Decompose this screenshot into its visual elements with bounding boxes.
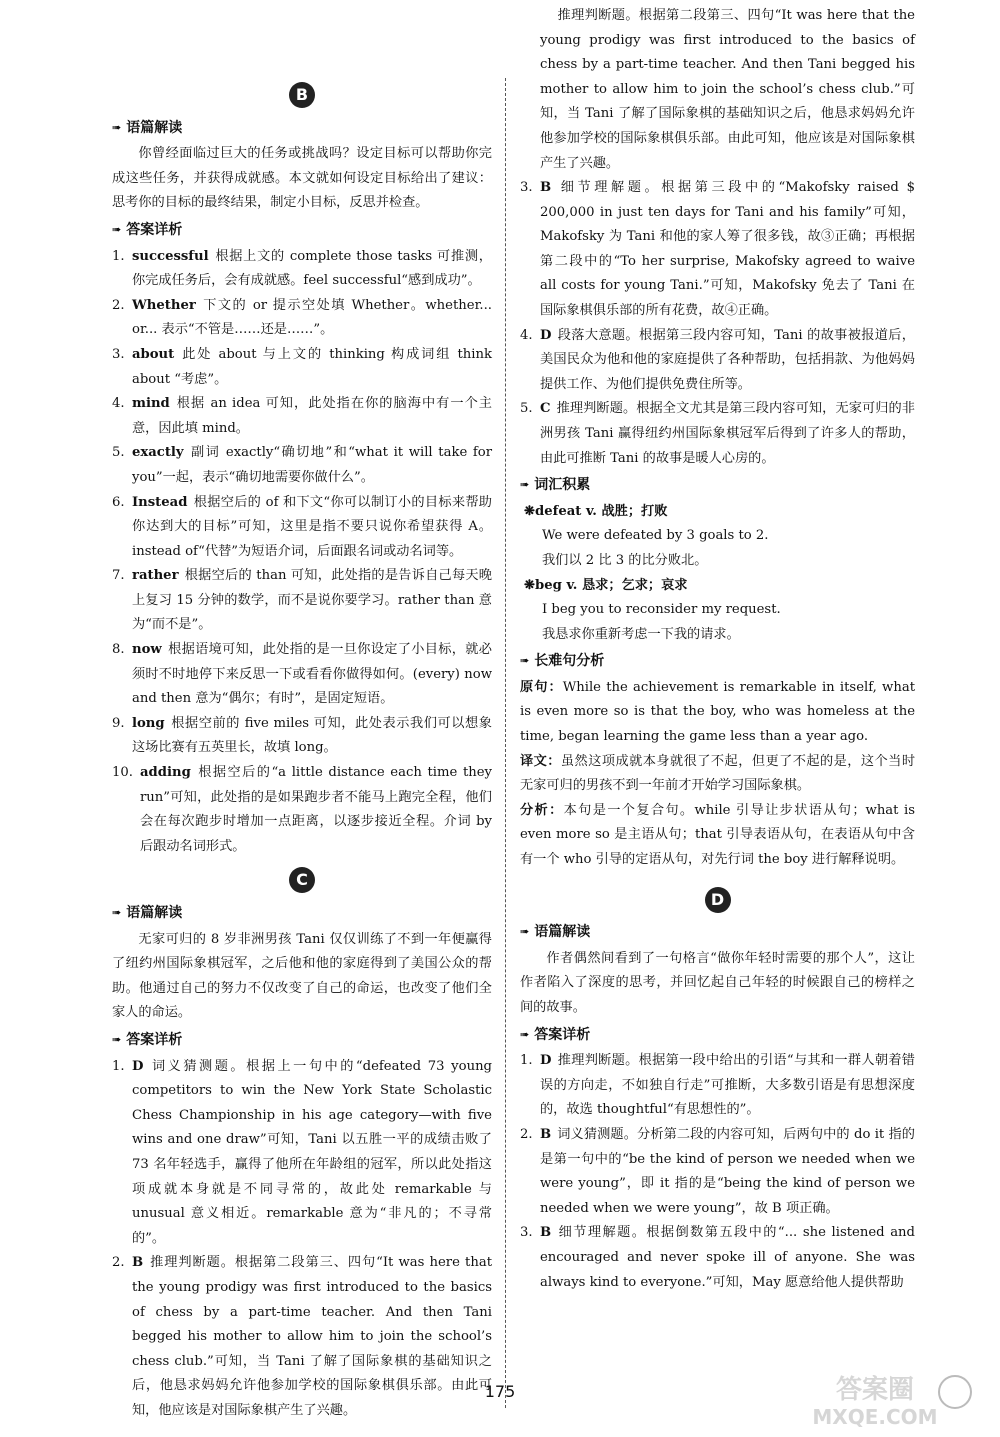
b-answer-5: 5. exactly 副词 exactly“确切地”和“what it will take for you”一起，表示“确切地需要你做什么”。 bbox=[112, 445, 492, 485]
b-answer-7: 7. rather 根据空后的 than 可知，此处指的是告诉自己每天晚上复习 15 分钟的数学，而不是说你要学习。rather than 意为“而不是”。 bbox=[112, 568, 492, 633]
section-b-badge: B bbox=[289, 82, 315, 108]
d-answers-heading: ➠ 答案详析 bbox=[520, 1023, 915, 1048]
arrow-icon: ➠ bbox=[112, 1032, 122, 1046]
b-answer-3: 3. about 此处 about 与上文的 thinking 构成词组 think about “考虑”。 bbox=[112, 346, 492, 387]
section-d-badge: D bbox=[705, 887, 731, 913]
c-reading-heading: ➠ 语篇解读 bbox=[112, 901, 492, 926]
b-answer-6: 6. Instead 根据空后的 of 和下文“你可以制订小的目标来帮助你达到大的目标”可知，这里是指不要只说你希望获得 A。instead of“代替”为短语介词，后面跟名词或动名词等。 bbox=[112, 494, 492, 559]
d-reading-heading: ➠ 语篇解读 bbox=[520, 920, 915, 945]
b-answer-8: 8. now 根据语境可知，此处指的是一旦你设定了小目标，就必须时不时地停下来反思一下或看看你做得如何。(every) now and then 意为“偶尔；有时”，是固定短语。 bbox=[112, 642, 492, 707]
c-answer-1: 1. D 词义猜测题。根据上一句中的“defeated 73 young competitors to win the New York State Scholastic Chess Championship in his age category—with five wins and one draw”可知，Tani 以五胜一平的成绩击败了 73 名年轻选手，赢得了他所在年龄组的冠军，所以此处指这项成就本身就是不同寻常的，故此处 remarkable 与 unusual 意义相近。remarkable 意为“非凡的；不寻常的”。 bbox=[112, 1058, 492, 1246]
c-reading-text: 无家可归的 8 岁非洲男孩 Tani 仅仅训练了不到一年便赢得了纽约州国际象棋冠军，之后他和他的家庭得到了美国公众的帮助。他通过自己的努力不仅改变了自己的命运，也改变了他们全家人的命运。 bbox=[112, 931, 492, 1021]
vocab-entry: ❋defeat v. 战胜；打败 We were defeated by 3 goals to 2. 我们以 2 比 3 的比分败北。 bbox=[524, 503, 769, 568]
b-answers-heading: ➠ 答案详析 bbox=[112, 218, 492, 243]
b-reading-text: 你曾经面临过巨大的任务或挑战吗？设定目标可以帮助你完成这些任务，并获得成就感。本文就如何设定目标给出了建议：思考你的目标的最终结果，制定小目标，反思并检查。 bbox=[112, 146, 492, 211]
b-reading-heading: ➠ 语篇解读 bbox=[112, 116, 492, 141]
b-answer-1: 1. successful 根据上文的 complete those tasks 可推测，你完成任务后，会有成就感。feel successful“感到成功”。 bbox=[112, 248, 492, 289]
arrow-icon: ➠ bbox=[520, 1027, 530, 1041]
column-divider bbox=[505, 78, 506, 1408]
b-answer-list bbox=[112, 245, 492, 860]
right-column bbox=[520, 8, 916, 1295]
d-answer-1: 1. D 推理判断题。根据第一段中给出的引语“与其和一群人朝着错误的方向走，不如独自行走”可推断，大多数引语是有思想深度的，故选 thoughtful“有思想性的”。 bbox=[520, 1053, 915, 1118]
b-answer-10: 10. adding 根据空后的“a little distance each time they run”可知，此处指的是如果跑步者不能马上跑完全程，他们会在每次跑步时增加一点距离，以逐步接近全程。介词 by 后跟动名词形式。 bbox=[112, 765, 492, 854]
arrow-icon: ➠ bbox=[520, 478, 530, 492]
c-answers-heading: ➠ 答案详析 bbox=[112, 1028, 492, 1053]
svg-text:MXQE.COM: MXQE.COM bbox=[812, 1405, 938, 1429]
left-column bbox=[112, 78, 492, 1418]
c-answer-5: 5. C 推理判断题。根据全文尤其是第三段内容可知，无家可归的非洲男孩 Tani 赢得纽约州国际象棋冠军后得到了许多人的帮助，由此可推断 Tani 的故事是暖人心房的。 bbox=[520, 401, 915, 466]
b-answer-2: 2. Whether 下文的 or 提示空处填 Whether。whether... or... 表示“不管是……还是……”。 bbox=[112, 297, 492, 338]
section-c-badge: C bbox=[289, 867, 315, 893]
c-answer-3: 3. B 细节理解题。根据第三段中的“Makofsky raised $ 200,000 in just ten days for Tani and his family”可知，Makofsky 为 Tani 和他的家人筹了很多钱，故③正确；再根据第二段中的“To her surprise, Makofsky agreed to waive all costs for young Tani.”可知，Makofsky 免去了 Tani 在国际象棋俱乐部的所有花费，故④正确。 bbox=[520, 180, 915, 318]
svg-text:答案圈: 答案圈 bbox=[835, 1375, 915, 1405]
c-answer-4: 4. D 段落大意题。根据第三段内容可知，Tani 的故事被报道后，美国民众为他和他的家庭提供了各种帮助，包括捐款、为他妈妈提供工作、为他们提供免费住所等。 bbox=[520, 327, 915, 392]
c-answer-2: 2. B 推理判断题。根据第二段第三、四句“It was here that the young prodigy was first introduced to the basics of chess by a part-time teacher. And then Tani begged his mother to allow him to join the school’s chess club.”可知，当 Tani 了解了国际象棋的基础知识之后，他恳求妈妈允许他参加学校的国际象棋俱乐部。由此可知，他应该是对国际象棋产生了兴趣。 bbox=[112, 1255, 492, 1418]
b-answer-9: 9. long 根据空前的 five miles 可知，此处表示我们可以想象这场比赛有五英里长，故填 long。 bbox=[112, 715, 492, 756]
b-answer-4: 4. mind 根据 an idea 可知，此处指在你的脑海中有一个主意，因此填 mind。 bbox=[112, 396, 492, 436]
d-answer-2: 2. B 词义猜测题。分析第二段的内容可知，后两句中的 do it 指的是第一句中的“be the kind of person we needed when we were young”，即 it 指的是“being the kind of person we needed when we were young”，故 B 项正确。 bbox=[520, 1126, 915, 1216]
c-answer-2-continued: 推理判断题。根据第二段第三、四句“It was here that the young prodigy was first introduced to the basics of chess by a part-time teacher. And then Tani begged his mother to allow him to join the school’s chess club.”可知，当 Tani 了解了国际象棋的基础知识之后，他恳求妈妈允许他参加学校的国际象棋俱乐部。由此可知，他应该是对国际象棋产生了兴趣。 bbox=[540, 8, 915, 171]
arrow-icon: ➠ bbox=[112, 222, 122, 236]
arrow-icon: ➠ bbox=[112, 120, 122, 134]
vocab-entry: ❋beg v. 恳求；乞求；哀求 I beg you to reconsider my request. 我恳求你重新考虑一下我的请求。 bbox=[524, 577, 781, 642]
d-answer-3: 3. B 细节理解题。根据倒数第五段中的“... she listened and encouraged and never spoke ill of anyone. She was always kind to everyone.”可知，May 愿意给他人提供帮助 bbox=[520, 1225, 915, 1290]
page-number: 175 bbox=[484, 1382, 516, 1401]
c-sentence-heading: ➠ 长难句分析 bbox=[520, 649, 915, 674]
c-vocab-heading: ➠ 词汇积累 bbox=[520, 473, 915, 498]
arrow-icon: ➠ bbox=[112, 906, 122, 919]
arrow-icon: ➠ bbox=[520, 654, 530, 668]
watermark-logo bbox=[775, 1370, 980, 1430]
sentence-analysis: 原句：While the achievement is remarkable in itself, what is even more so is that the boy, who was homeless at the time, began learning the game less than a year ago. 译文：虽然这项成就本身就很了不起，但更了不起的是，这个当时无家可归的男孩不到一年前才开始学习国际象棋。 分析：本句是一个复合句。while 引导让步状语从句；what is even more so 是主语从句；that 引导表语从句，在表语从句中含有一个 who 引导的定语从句，对先行词 the boy 进行解释说明。 bbox=[520, 679, 916, 868]
arrow-icon: ➠ bbox=[520, 925, 530, 939]
d-reading-text: 作者偶然间看到了一句格言“做你年轻时需要的那个人”，这让作者陷入了深度的思考，并回忆起自己年轻的时候跟自己的榜样之间的故事。 bbox=[520, 950, 915, 1015]
